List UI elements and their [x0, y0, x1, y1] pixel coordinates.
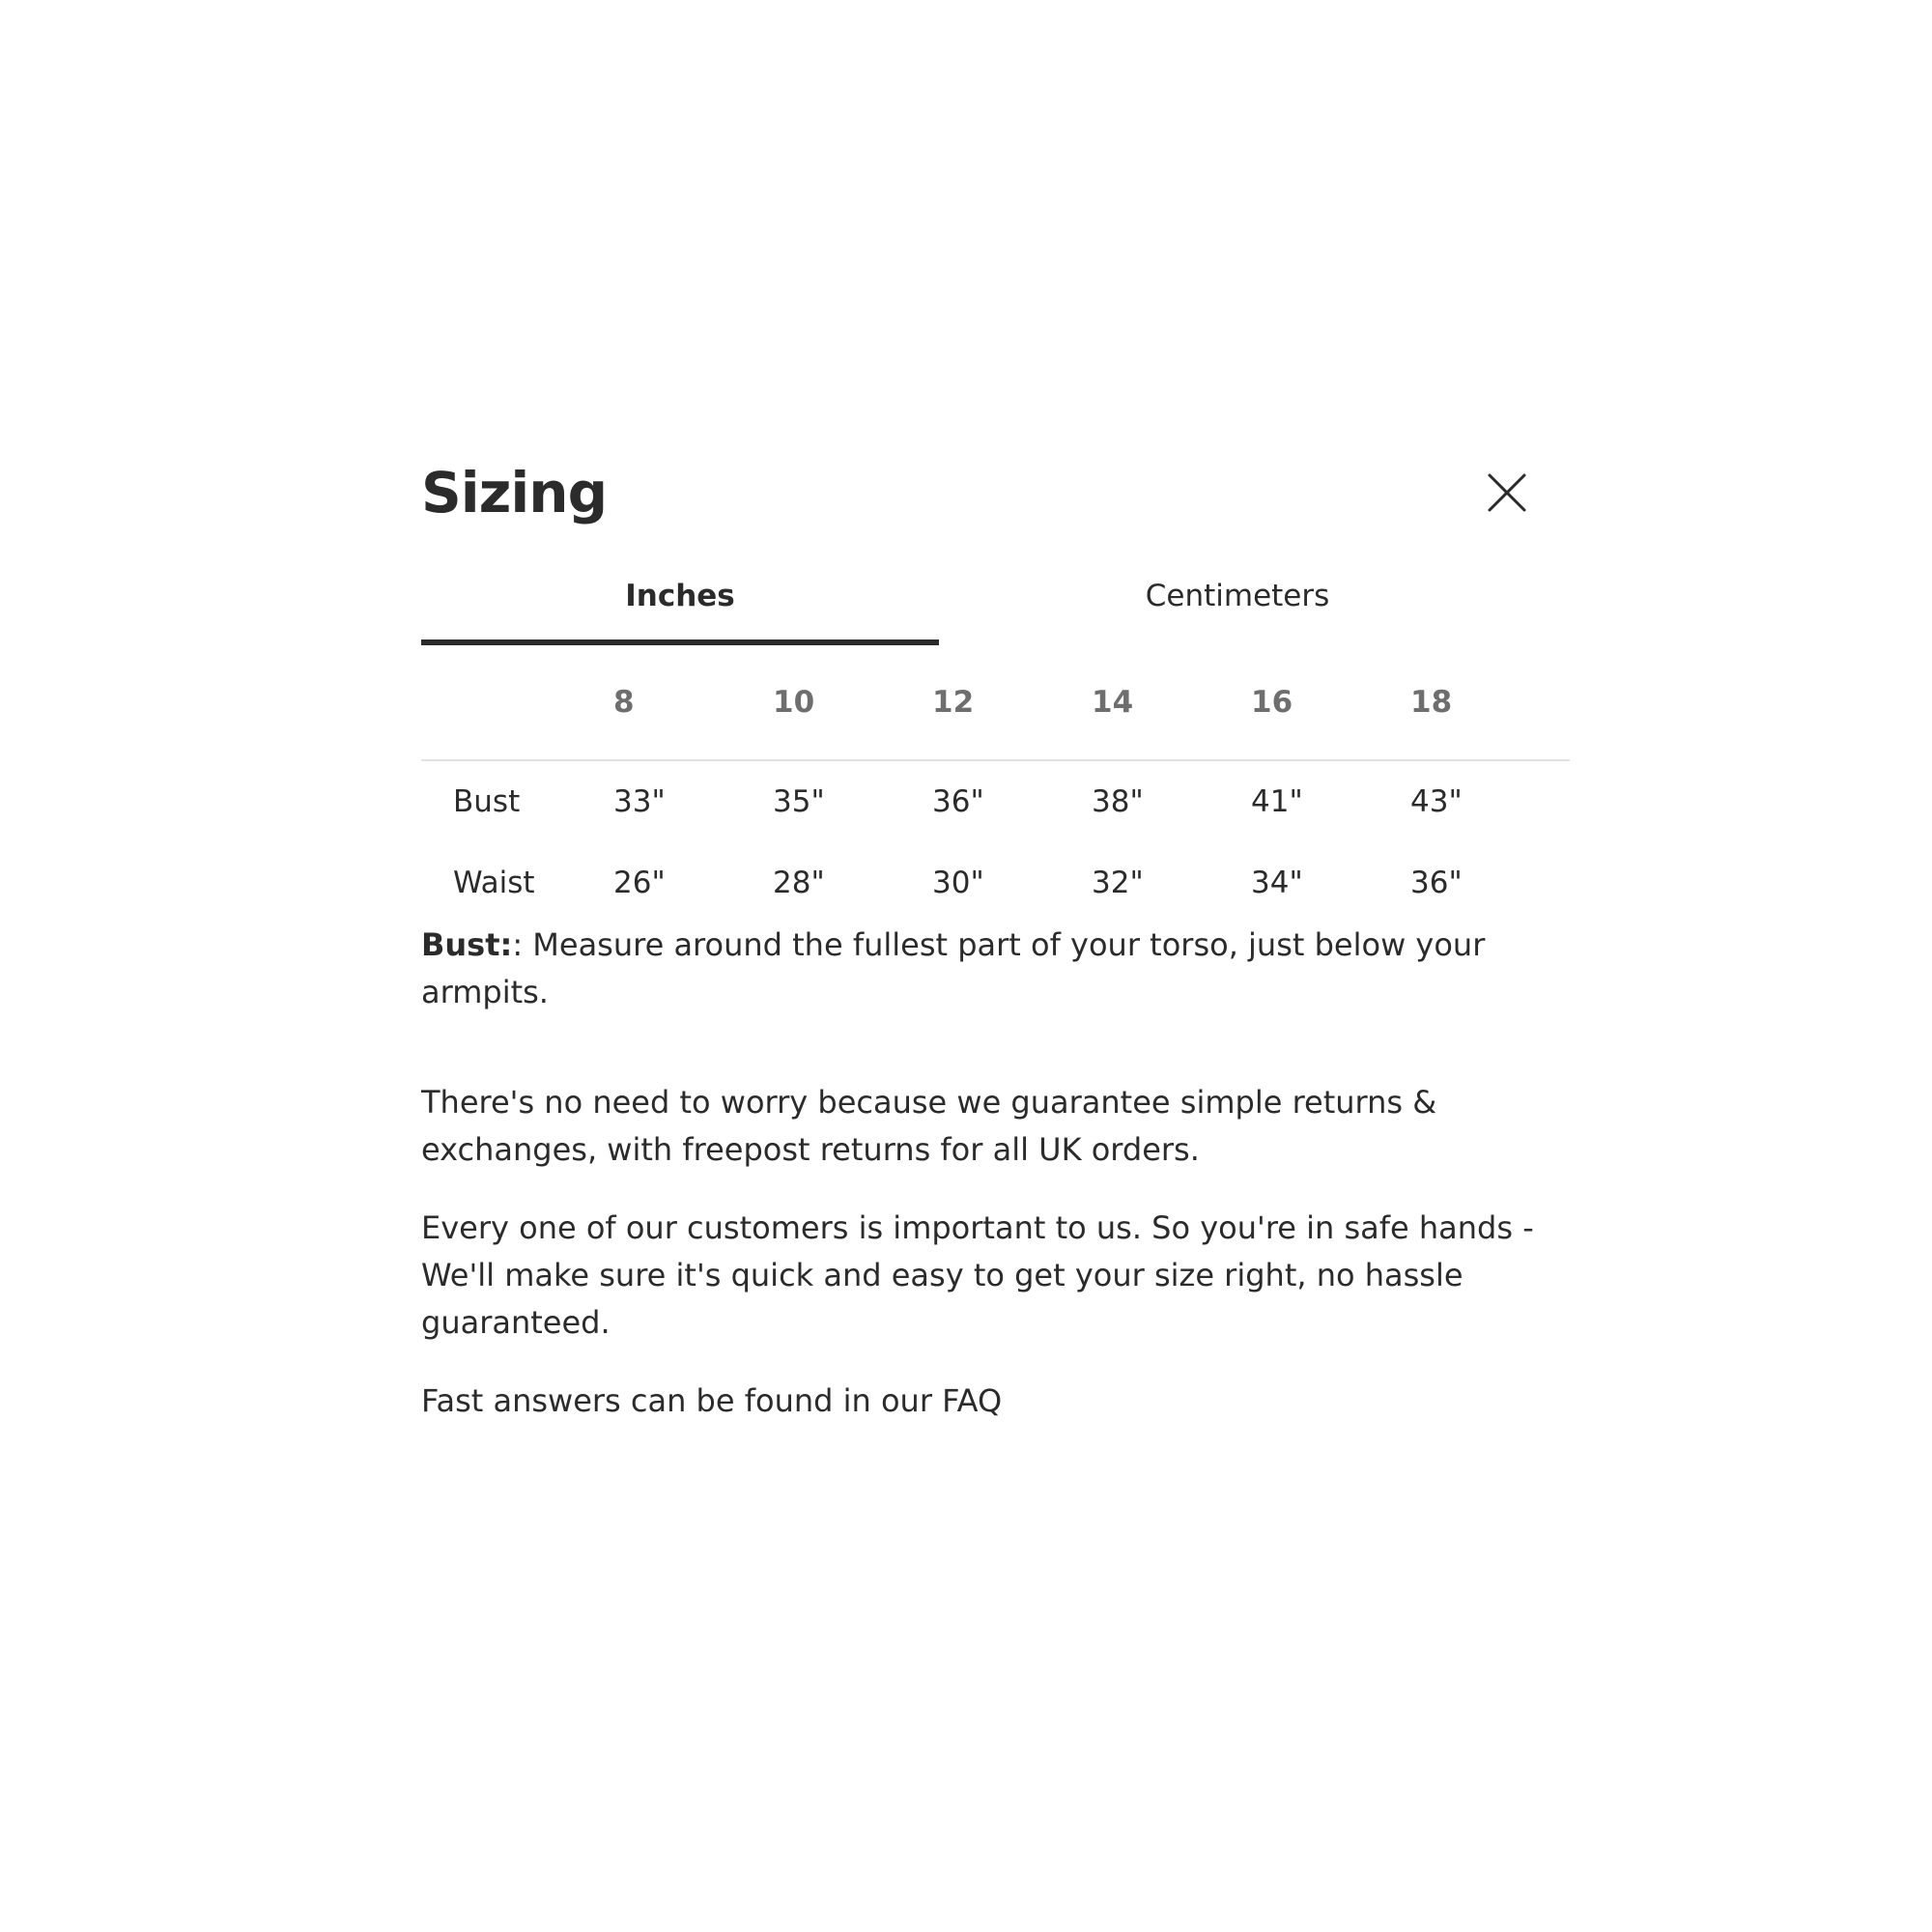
- customers-note: Every one of our customers is important to us. So you're in safe hands - We'll make sure it's quick and easy to get your size right, no hassle guaranteed.: [421, 1209, 1534, 1341]
- table-header-size: 10: [773, 685, 815, 720]
- table-header-size: 16: [1251, 685, 1293, 720]
- table-cell: 32": [1092, 866, 1144, 900]
- table-header-size: 18: [1410, 685, 1453, 720]
- close-button[interactable]: [1486, 471, 1528, 514]
- bust-note-text: : Measure around the fullest part of your torso, just below your armpits.: [421, 926, 1486, 1010]
- table-cell: 38": [1092, 784, 1144, 819]
- sizing-modal: [421, 454, 1536, 1419]
- table-cell: 36": [932, 784, 984, 819]
- close-icon: [1486, 471, 1528, 514]
- unit-tabs: [421, 574, 1536, 622]
- table-row-label: Waist: [453, 866, 535, 900]
- table-header-size: 8: [613, 685, 635, 720]
- active-tab-indicator: [421, 639, 939, 645]
- table-cell: 35": [773, 784, 825, 819]
- size-table: [421, 680, 1570, 923]
- bust-note: [421, 922, 1536, 1016]
- table-header-row: [421, 680, 1570, 760]
- table-header-size: 14: [1092, 685, 1134, 720]
- sizing-notes: [421, 922, 1536, 1425]
- table-header-size: 12: [932, 685, 975, 720]
- table-cell: 41": [1251, 784, 1303, 819]
- table-row: [421, 760, 1570, 842]
- table-row-label: Bust: [453, 784, 521, 819]
- tab-inches[interactable]: Inches: [625, 579, 735, 613]
- table-cell: 34": [1251, 866, 1303, 900]
- table-cell: 36": [1410, 866, 1463, 900]
- table-cell: 26": [613, 866, 666, 900]
- table-cell: 43": [1410, 784, 1463, 819]
- table-header-empty: [421, 680, 613, 760]
- tab-centimeters[interactable]: Centimeters: [1145, 579, 1330, 613]
- table-row: [421, 842, 1570, 923]
- table-cell: 33": [613, 784, 666, 819]
- modal-header: [421, 454, 1536, 531]
- table-cell: 30": [932, 866, 984, 900]
- table-cell: 28": [773, 866, 825, 900]
- bust-note-label: Bust:: [421, 926, 513, 963]
- modal-title: Sizing: [421, 460, 608, 526]
- faq-note: Fast answers can be found in our FAQ: [421, 1382, 1003, 1419]
- returns-note: There's no need to worry because we guarantee simple returns & exchanges, with freepost returns for all UK orders.: [421, 1084, 1437, 1168]
